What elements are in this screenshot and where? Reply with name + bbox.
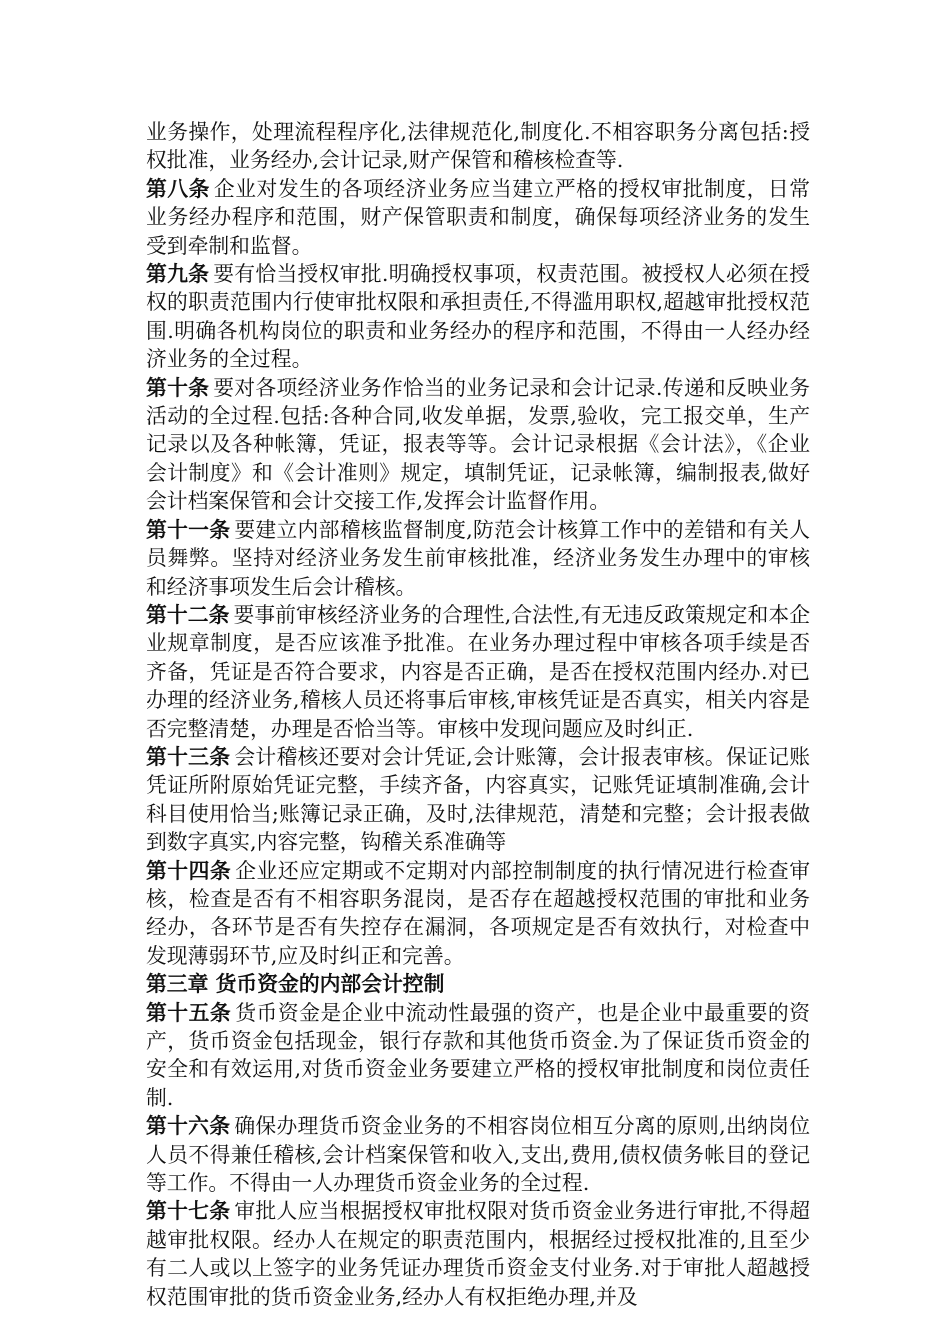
article-9 [146,260,810,374]
article-8 [146,175,810,260]
paragraph-text: 企业还应定期或不定期对内部控制制度的执行情况进行检查审核，检查是否有不相容职务混岗，是否存在超越授权范围的审批和业务经办，各环节是否有失控存在漏洞，各项规定是否有效执行，对检查中发现薄弱环节,应及时纠正和完善。 [146,858,811,968]
paragraph-text: 货币资金是企业中流动性最强的资产，也是企业中最重要的资产，货币资金包括现金，银行存款和其他货币资金.为了保证货币资金的安全和有效运用,对货币资金业务要建立严格的授权审批制度和岗位责任制. [146,1000,811,1110]
paragraph-text: 业务操作，处理流程程序化,法律规范化,制度化.不相容职务分离包括:授权批准，业务经办,会计记录,财产保管和稽核检查等. [146,120,810,173]
article-heading: 第十六条 [146,1113,231,1139]
article-16 [146,1112,810,1197]
paragraph-text: 要对各项经济业务作恰当的业务记录和会计记录.传递和反映业务活动的全过程.包括:各种合同,收发单据，发票,验收，完工报交单，生产记录以及各种帐簿，凭证，报表等等。会计记录根据《会计法》，《企业会计制度》和《会计准则》规定，填制凭证，记录帐簿，编制报表,做好会计档案保管和会计交接工作,发挥会计监督作用。 [146,375,811,514]
paragraph-text: 确保办理货币资金业务的不相容岗位相互分离的原则,出纳岗位人员不得兼任稽核,会计档案保管和收入,支出,费用,债权债务帐目的登记等工作。不得由一人办理货币资金业务的全过程. [146,1114,811,1196]
article-15 [146,999,810,1113]
article-12 [146,601,810,743]
article-heading: 第十条 [146,374,210,400]
article-17 [146,1197,810,1311]
document-page [146,118,810,1311]
paragraph-text: 要有恰当授权审批.明确授权事项，权责范围。被授权人必须在授权的职责范围内行使审批权限和承担责任,不得滥用职权,超越审批授权范围.明确各机构岗位的职责和业务经办的程序和范围，不得由一人经办经济业务的全过程。 [146,262,811,372]
paragraph-text: 要建立内部稽核监督制度,防范会计核算工作中的差错和有关人员舞弊。坚持对经济业务发生前审核批准，经济业务发生办理中的审核和经济事项发生后会计稽核。 [146,517,811,599]
article-heading: 第十三条 [146,743,231,769]
article-10 [146,374,810,516]
paragraph-text: 会计稽核还要对会计凭证,会计账簿，会计报表审核。保证记账凭证所附原始凭证完整，手续齐备，内容真实，记账凭证填制准确,会计科目使用恰当;账簿记录正确，及时,法律规范，清楚和完整；会计报表做到数字真实,内容完整，钩稽关系准确等 [146,744,811,855]
paragraph-text: 企业对发生的各项经济业务应当建立严格的授权审批制度，日常业务经办程序和范围，财产保管职责和制度，确保每项经济业务的发生受到牵制和监督。 [146,176,810,258]
paragraph-continuation [146,118,810,175]
article-11 [146,516,810,601]
article-heading: 第十二条 [146,601,230,627]
paragraph-text: 审批人应当根据授权审批权限对货币资金业务进行审批,不得超越审批权限。经办人在规定的职责范围内，根据经过授权批准的,且至少有二人或以上签字的业务凭证办理货币资金支付业务.对于审批人超越授权范围审批的货币资金业务,经办人有权拒绝办理,并及 [146,1199,811,1309]
article-heading: 第九条 [146,261,210,287]
paragraph-text: 要事前审核经济业务的合理性,合法性,有无违反政策规定和本企业规章制度，是否应该准予批准。在业务办理过程中审核各项手续是否齐备，凭证是否符合要求，内容是否正确，是否在授权范围内经办.对已办理的经济业务,稽核人员还将事后审核,审核凭证是否真实，相关内容是否完整清楚，办理是否恰当等。审核中发现问题应及时纠正. [146,602,810,741]
article-13 [146,743,810,857]
chapter-heading: 第三章 货币资金的内部会计控制 [146,971,445,997]
article-heading: 第八条 [146,175,210,201]
article-heading: 第十四条 [146,857,232,883]
article-heading: 第十一条 [146,516,231,542]
article-14 [146,857,810,971]
article-heading: 第十七条 [146,1198,231,1224]
article-heading: 第十五条 [146,999,232,1025]
